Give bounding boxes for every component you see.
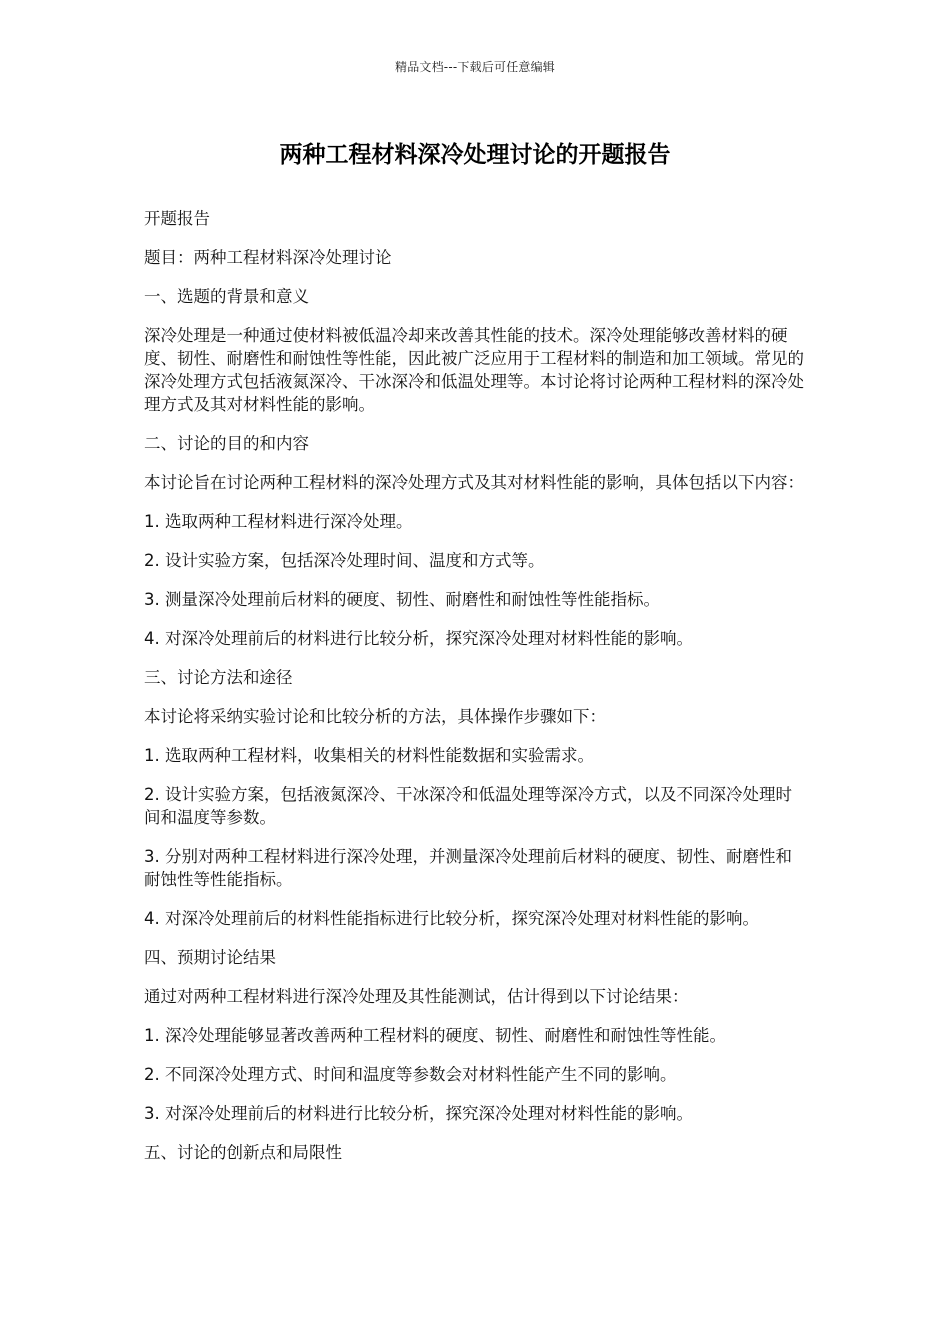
document-title: 两种工程材料深冷处理讨论的开题报告 bbox=[279, 142, 671, 168]
list-item: 1. 深冷处理能够显著改善两种工程材料的硬度、韧性、耐磨性和耐蚀性等性能。 bbox=[144, 1026, 726, 1045]
list-item: 1. 选取两种工程材料，收集相关的材料性能数据和实验需求。 bbox=[144, 746, 594, 765]
paragraph-expected-results: 通过对两种工程材料进行深冷处理及其性能测试，估计得到以下讨论结果： bbox=[144, 987, 689, 1006]
list-item: 2. 设计实验方案，包括液氮深冷、干冰深冷和低温处理等深冷方式，以及不同深冷处理时间和温度等参数。 bbox=[144, 785, 792, 827]
section-heading-method: 三、讨论方法和途径 bbox=[144, 668, 293, 687]
section-heading-innovation: 五、讨论的创新点和局限性 bbox=[144, 1143, 342, 1162]
paragraph-background: 深冷处理是一种通过使材料被低温冷却来改善其性能的技术。深冷处理能够改善材料的硬度、韧性、耐磨性和耐蚀性等性能，因此被广泛应用于工程材料的制造和加工领域。常见的深冷处理方式包括液氮深冷、干冰深冷和低温处理等。本讨论将讨论两种工程材料的深冷处理方式及其对材料性能的影响。 bbox=[144, 326, 804, 414]
section-heading-expected-results: 四、预期讨论结果 bbox=[144, 948, 276, 967]
list-item: 2. 设计实验方案，包括深冷处理时间、温度和方式等。 bbox=[144, 551, 545, 570]
document-body bbox=[144, 207, 804, 1180]
section-heading-background: 一、选题的背景和意义 bbox=[144, 287, 309, 306]
paragraph-topic: 题目：两种工程材料深冷处理讨论 bbox=[144, 248, 392, 267]
list-item: 3. 分别对两种工程材料进行深冷处理，并测量深冷处理前后材料的硬度、韧性、耐磨性和耐蚀性等性能指标。 bbox=[144, 847, 792, 889]
header-note: 精品文档---下载后可任意编辑 bbox=[395, 60, 555, 74]
paragraph-purpose: 本讨论旨在讨论两种工程材料的深冷处理方式及其对材料性能的影响，具体包括以下内容： bbox=[144, 473, 804, 492]
section-heading-purpose: 二、讨论的目的和内容 bbox=[144, 434, 309, 453]
list-item: 2. 不同深冷处理方式、时间和温度等参数会对材料性能产生不同的影响。 bbox=[144, 1065, 677, 1084]
list-item: 4. 对深冷处理前后的材料进行比较分析，探究深冷处理对材料性能的影响。 bbox=[144, 629, 693, 648]
list-item: 4. 对深冷处理前后的材料性能指标进行比较分析，探究深冷处理对材料性能的影响。 bbox=[144, 909, 759, 928]
list-item: 3. 测量深冷处理前后材料的硬度、韧性、耐磨性和耐蚀性等性能指标。 bbox=[144, 590, 660, 609]
list-item: 1. 选取两种工程材料进行深冷处理。 bbox=[144, 512, 413, 531]
list-item: 3. 对深冷处理前后的材料进行比较分析，探究深冷处理对材料性能的影响。 bbox=[144, 1104, 693, 1123]
paragraph-report-label: 开题报告 bbox=[144, 209, 210, 228]
paragraph-method: 本讨论将采纳实验讨论和比较分析的方法，具体操作步骤如下： bbox=[144, 707, 606, 726]
